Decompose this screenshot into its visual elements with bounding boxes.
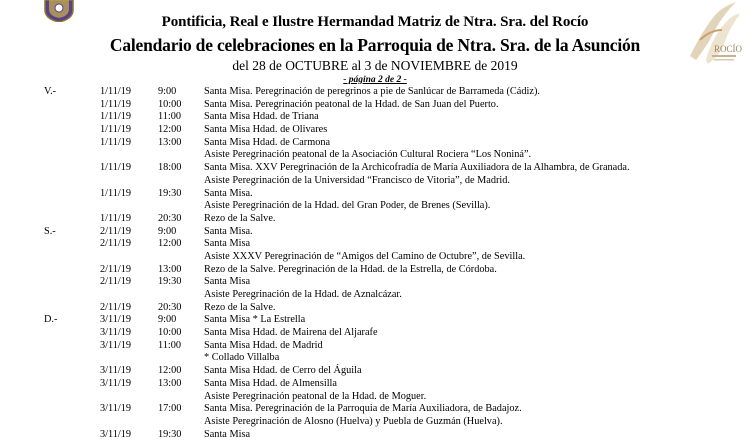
schedule-row	[0, 124, 750, 137]
schedule-row	[0, 149, 750, 162]
date-cell: 1/11/19	[100, 111, 132, 123]
date-cell: 1/11/19	[100, 86, 132, 97]
schedule-row	[0, 340, 750, 353]
schedule-row	[0, 276, 750, 289]
schedule-row	[0, 111, 750, 124]
date-cell: 1/11/19	[100, 187, 132, 199]
date-cell: 3/11/19	[100, 314, 132, 326]
schedule-row	[0, 251, 750, 264]
schedule-row	[0, 99, 750, 112]
date-cell: 1/11/19	[100, 162, 132, 174]
event-description: Asiste Peregrinación de la Hdad. de Aznalcázar.	[204, 289, 402, 300]
event-description: Santa Misa Hdad. de Olivares	[204, 124, 328, 136]
time-cell: 13:00	[158, 136, 182, 148]
date-cell: 1/11/19	[100, 212, 132, 224]
time-cell: 11:00	[158, 339, 182, 351]
schedule-row	[0, 86, 750, 99]
schedule-row	[0, 327, 750, 340]
event-description: Santa Misa	[204, 238, 251, 250]
date-cell: 2/11/19	[100, 276, 132, 288]
schedule-row	[0, 264, 750, 277]
event-description: Santa Misa * La Estrella	[204, 314, 306, 326]
schedule-row	[0, 175, 750, 188]
time-cell: 11:00	[158, 111, 182, 123]
date-cell: 3/11/19	[100, 377, 132, 389]
logo-text: ROCÍO	[714, 44, 743, 54]
event-description: Rezo de la Salve.	[204, 212, 276, 224]
event-description: Santa Misa Hdad. de Triana	[204, 111, 319, 123]
time-cell: 13:00	[158, 377, 182, 389]
time-cell: 19:30	[158, 187, 182, 199]
event-description: Asiste Peregrinación peatonal de la Hdad. de Moguer.	[204, 390, 427, 402]
event-description: Santa Misa	[204, 276, 251, 288]
time-cell: 18:00	[158, 162, 182, 174]
day-label: D.-	[44, 314, 58, 326]
event-description: Santa Misa Hdad. de Almensilla	[204, 377, 337, 389]
time-cell: 19:30	[158, 276, 182, 288]
schedule-row	[0, 226, 750, 239]
time-cell: 9:00	[158, 225, 177, 237]
schedule-row	[0, 378, 750, 391]
time-cell: 19:30	[158, 428, 182, 440]
schedule-row	[0, 289, 750, 302]
schedule-row	[0, 429, 750, 441]
schedule-row	[0, 213, 750, 226]
schedule-row	[0, 200, 750, 213]
date-cell: 3/11/19	[100, 327, 132, 339]
page-number: - página 2 de 2 -	[343, 75, 407, 85]
schedule-row	[0, 238, 750, 251]
date-cell: 2/11/19	[100, 238, 132, 250]
schedule-row	[0, 188, 750, 201]
schedule-list	[0, 86, 750, 441]
schedule-row	[0, 365, 750, 378]
time-cell: 17:00	[158, 403, 182, 415]
event-description: Asiste Peregrinación de la Hdad. del Gran Poder, de Brenes (Sevilla).	[204, 200, 491, 212]
event-description: Asiste Peregrinación peatonal de la Asociación Cultural Rociera “Los Noniná”.	[204, 149, 532, 161]
event-description: Santa Misa. Peregrinación de peregrinos a pie de Sanlúcar de Barrameda (Cádiz).	[204, 86, 540, 97]
date-cell: 3/11/19	[100, 428, 132, 440]
event-description: Santa Misa Hdad. de Madrid	[204, 339, 323, 351]
event-description: Asiste XXXV Peregrinación de “Amigos del Camino de Octubre”, de Sevilla.	[204, 250, 526, 262]
date-cell: 3/11/19	[100, 365, 132, 377]
schedule-row	[0, 302, 750, 315]
event-description: Rezo de la Salve.	[204, 301, 276, 313]
event-description: Santa Misa.	[204, 187, 253, 199]
date-range: del 28 de OCTUBRE al 3 de NOVIEMBRE de 2019	[232, 58, 518, 73]
date-cell: 2/11/19	[100, 301, 132, 313]
time-cell: 12:00	[158, 124, 182, 136]
event-description: Asiste Peregrinación de Alosno (Huelva) y Puebla de Guzmán (Huelva).	[204, 415, 503, 427]
time-cell: 12:00	[158, 365, 182, 377]
time-cell: 9:00	[158, 314, 177, 326]
schedule-row	[0, 403, 750, 416]
date-cell: 2/11/19	[100, 225, 132, 237]
schedule-row	[0, 416, 750, 429]
event-description: Santa Misa. XXV Peregrinación de la Archicofradía de María Auxiliadora de la Alhambra, de Granada.	[204, 162, 630, 174]
event-description: Santa Misa.	[204, 225, 253, 237]
date-cell: 3/11/19	[100, 403, 132, 415]
event-description: Santa Misa Hdad. de Mairena del Aljarafe	[204, 327, 378, 339]
schedule-row	[0, 352, 750, 365]
time-cell: 12:00	[158, 238, 182, 250]
date-cell: 2/11/19	[100, 263, 132, 275]
day-label: S.-	[44, 225, 56, 237]
schedule-row	[0, 162, 750, 175]
time-cell: 10:00	[158, 327, 182, 339]
event-description: Rezo de la Salve. Peregrinación de la Hdad. de la Estrella, de Córdoba.	[204, 263, 497, 275]
event-description: Santa Misa Hdad. de Cerro del Águila	[204, 365, 362, 377]
date-cell: 1/11/19	[100, 136, 132, 148]
day-label: V.-	[44, 86, 57, 97]
time-cell: 20:30	[158, 301, 182, 313]
event-description: Asiste Peregrinación de la Universidad “Francisco de Vitoria”, de Madrid.	[204, 174, 511, 186]
date-cell: 1/11/19	[100, 98, 132, 110]
event-description: Santa Misa Hdad. de Carmona	[204, 136, 331, 148]
time-cell: 20:30	[158, 212, 182, 224]
schedule-row	[0, 391, 750, 404]
organization-title: Pontificia, Real e Ilustre Hermandad Matriz de Ntra. Sra. del Rocío	[161, 14, 589, 30]
date-cell: 3/11/19	[100, 339, 132, 351]
event-description: Santa Misa. Peregrinación peatonal de la Hdad. de San Juan del Puerto.	[204, 98, 499, 110]
schedule-row	[0, 137, 750, 150]
event-description: Santa Misa	[204, 428, 251, 440]
event-description: * Collado Villalba	[204, 352, 280, 364]
time-cell: 13:00	[158, 263, 182, 275]
event-description: Santa Misa. Peregrinación de la Parroquia de María Auxiliadora, de Badajoz.	[204, 403, 522, 415]
date-cell: 1/11/19	[100, 124, 132, 136]
calendar-title: Calendario de celebraciones en la Parroquia de Ntra. Sra. de la Asunción	[109, 35, 641, 55]
time-cell: 9:00	[158, 86, 177, 97]
schedule-row	[0, 314, 750, 327]
time-cell: 10:00	[158, 98, 182, 110]
